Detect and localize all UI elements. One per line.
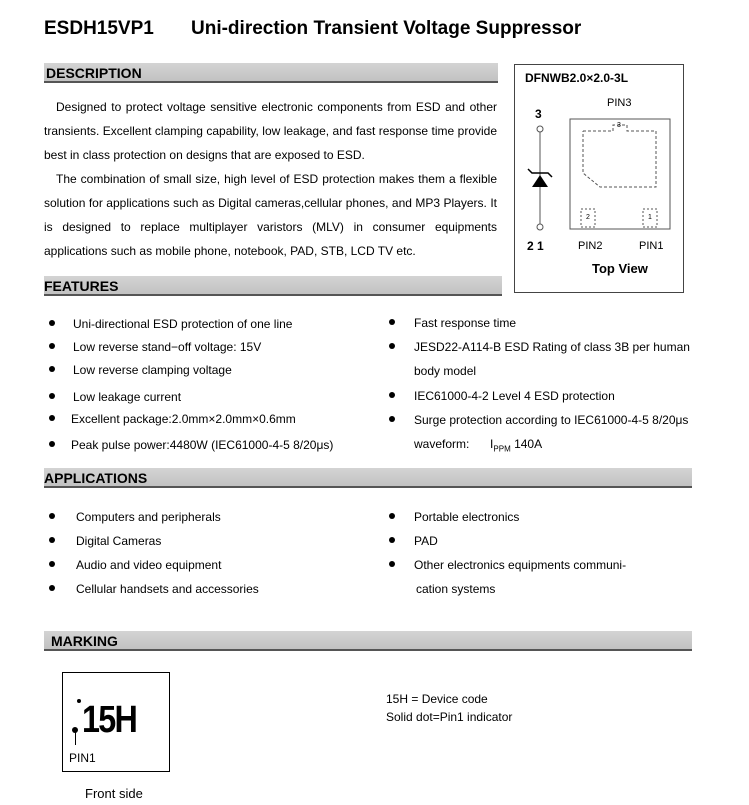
pin1-label: PIN1 [639, 240, 664, 252]
feature-item: Peak pulse power:4480W (IEC61000-4-5 8/20μs) [71, 438, 334, 452]
bullet-icon [389, 416, 395, 422]
application-item: Audio and video equipment [76, 558, 222, 572]
symbol-pin21-number: 2 1 [527, 239, 544, 253]
bullet-icon [49, 513, 55, 519]
application-item-continued: cation systems [416, 582, 496, 596]
pad-1-number: 1 [648, 214, 652, 221]
feature-item: Fast response time [414, 316, 517, 330]
front-side-label: Front side [85, 786, 143, 801]
pin3-terminal [537, 126, 543, 132]
diode-triangle-icon [532, 175, 548, 187]
package-pinout-svg [515, 65, 685, 294]
feature-item: Excellent package:2.0mm×2.0mm×0.6mm [71, 412, 296, 426]
ippm-value: 140A [514, 437, 543, 451]
description-paragraph-1 [44, 95, 497, 167]
application-item: Cellular handsets and accessories [76, 582, 259, 596]
bullet-icon [49, 366, 55, 372]
package-diagram [514, 64, 684, 293]
feature-item: Surge protection according to IEC61000-4-5 8/20μs [414, 413, 689, 427]
pin21-terminal [537, 224, 543, 230]
bullet-icon [389, 343, 395, 349]
pad-2-number: 2 [586, 214, 590, 221]
ippm-subscript: PPM [493, 444, 511, 454]
center-pad-outline [583, 125, 656, 187]
bullet-icon [49, 561, 55, 567]
description-heading: DESCRIPTION [46, 65, 142, 81]
pin3-label: PIN3 [607, 97, 632, 109]
description-paragraph-2 [44, 167, 497, 263]
application-item: PAD [414, 534, 438, 548]
feature-item: Low reverse stand−off voltage: 15V [73, 340, 262, 354]
pin1-indicator-dot [77, 699, 81, 703]
feature-item-continued: body model [414, 364, 477, 378]
bullet-icon [49, 585, 55, 591]
feature-item: Low reverse clamping voltage [73, 363, 232, 377]
features-heading: FEATURES [44, 278, 119, 294]
application-item: Other electronics equipments communi- [414, 558, 627, 572]
feature-item-continued [414, 437, 542, 453]
marking-pin1-label: PIN1 [69, 751, 96, 765]
document-title: Uni-direction Transient Voltage Suppressor [191, 18, 582, 39]
symbol-pin3-number: 3 [535, 107, 542, 121]
feature-item: JESD22-A114-B ESD Rating of class 3B per human [414, 340, 690, 354]
applications-heading: APPLICATIONS [44, 470, 148, 486]
marking-diagram [62, 672, 170, 772]
pin2-label: PIN2 [578, 240, 603, 252]
bullet-icon [49, 343, 55, 349]
pad-3-number: 3 [617, 122, 621, 129]
application-item: Portable electronics [414, 510, 520, 524]
bullet-icon [389, 319, 395, 325]
application-item: Computers and peripherals [76, 510, 221, 524]
bullet-icon [49, 537, 55, 543]
bullet-icon [49, 393, 55, 399]
bullet-icon [389, 537, 395, 543]
device-marking-code: 15H [82, 699, 137, 741]
bullet-icon [389, 513, 395, 519]
feature-item: Low leakage current [73, 390, 182, 404]
bullet-icon [389, 392, 395, 398]
marking-note-device-code: 15H = Device code [386, 692, 488, 706]
feature-item: Uni-directional ESD protection of one line [73, 317, 293, 331]
application-item: Digital Cameras [76, 534, 162, 548]
marking-note-pin1-indicator: Solid dot=Pin1 indicator [386, 710, 513, 724]
part-number: ESDH15VP1 [44, 18, 154, 39]
bullet-icon [49, 320, 55, 326]
package-name: DFNWB2.0×2.0-3L [525, 71, 629, 85]
marking-heading: MARKING [51, 633, 118, 649]
feature-item: IEC61000-4-2 Level 4 ESD protection [414, 389, 615, 403]
marking-section-bar [44, 631, 692, 651]
top-view-label: Top View [592, 261, 648, 276]
bullet-icon [49, 441, 55, 447]
bullet-icon [389, 561, 395, 567]
ippm-symbol: I [490, 437, 494, 451]
description-text-1: Designed to protect voltage sensitive electronic components from ESD and other transients. Excellent clamping capability, low leakage, and fast response time provide best in class protection on designs that are exposed to ESD. [44, 100, 497, 162]
bullet-icon [49, 415, 55, 421]
pin1-leader-line [75, 731, 76, 745]
waveform-prefix: waveform: [414, 437, 470, 451]
description-text-2: The combination of small size, high level of ESD protection makes them a flexible solution for applications such as Digital cameras,cellular phones, and MP3 Players. It is designed to replace multiplayer varistors (MLV) in consumer equipments applications such as mobile phone, notebook, PAD, STB, LCD TV etc. [44, 172, 497, 258]
